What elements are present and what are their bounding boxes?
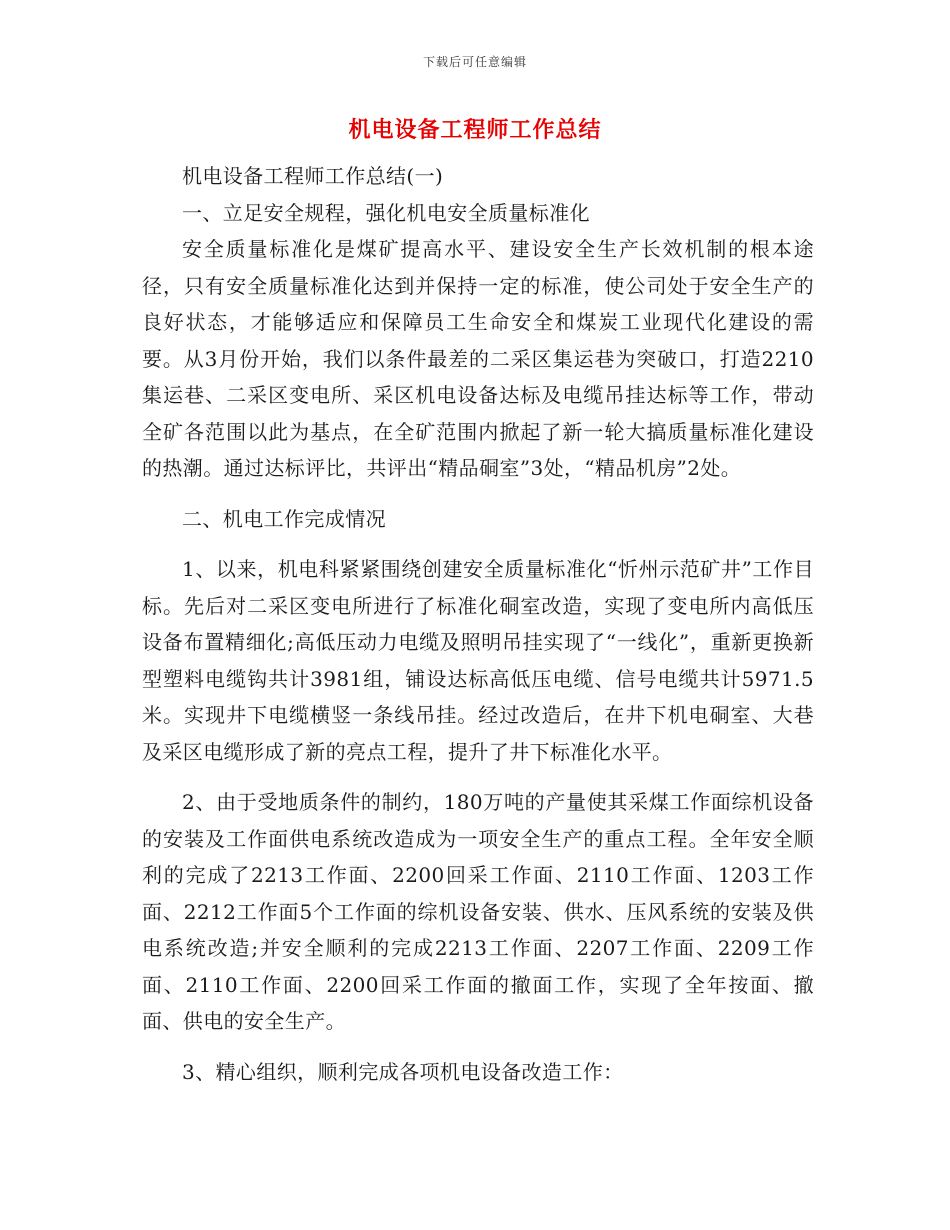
paragraph-body-3: 2、由于受地质条件的制约，180万吨的产量使其采煤工作面综机设备的安装及工作面供电系统改造成为一项安全生产的重点工程。全年安全顺利的完成了2213工作面、2200回采工作面、2110工作面、1203工作面、2212工作面5个工作面的综机设备安装、供水、压风系统的安装及供电系统改造;并安全顺利的完成2213工作面、2207工作面、2209工作面、2110工作面、2200回采工作面的撤面工作，实现了全年按面、撤面、供电的安全生产。 xyxy=(142,790,814,1033)
paragraph-body-1: 安全质量标准化是煤矿提高水平、建设安全生产长效机制的根本途径，只有安全质量标准化达到并保持一定的标准，使公司处于安全生产的良好状态，才能够适应和保障员工生命安全和煤炭工业现代化建设的需要。从3月份开始，我们以条件最差的二采区集运巷为突破口，打造2210集运巷、二采区变电所、采区机电设备达标及电缆吊挂达标等工作，带动全矿各范围以此为基点，在全矿范围内掀起了新一轮大搞质量标准化建设的热潮。通过达标评比，共评出“精品硐室”3处，“精品机房”2处。 xyxy=(142,237,814,480)
paragraph-body-4: 3、精心组织，顺利完成各项机电设备改造工作： xyxy=(182,1059,624,1084)
paragraph-subtitle: 机电设备工程师工作总结(一) xyxy=(182,164,444,188)
paragraph-heading-1: 一、立足安全规程，强化机电安全质量标准化 xyxy=(182,200,590,225)
document-body xyxy=(142,158,814,1090)
paragraph-body-2: 1、以来，机电科紧紧围绕创建安全质量标准化“忻州示范矿井”工作目标。先后对二采区变电所进行了标准化硐室改造，实现了变电所内高低压设备布置精细化;高低压动力电缆及照明吊挂实现了“一线化”，重新更换新型塑料电缆钩共计3981组，铺设达标高低压电缆、信号电缆共计5971.5米。实现井下电缆横竖一条线吊挂。经过改造后，在井下机电硐室、大巷及采区电缆形成了新的亮点工程，提升了井下标准化水平。 xyxy=(142,557,814,764)
page-header-note: 下载后可任意编辑 xyxy=(422,55,527,69)
document-title: 机电设备工程师工作总结 xyxy=(348,117,602,143)
paragraph-heading-2: 二、机电工作完成情况 xyxy=(182,506,386,531)
